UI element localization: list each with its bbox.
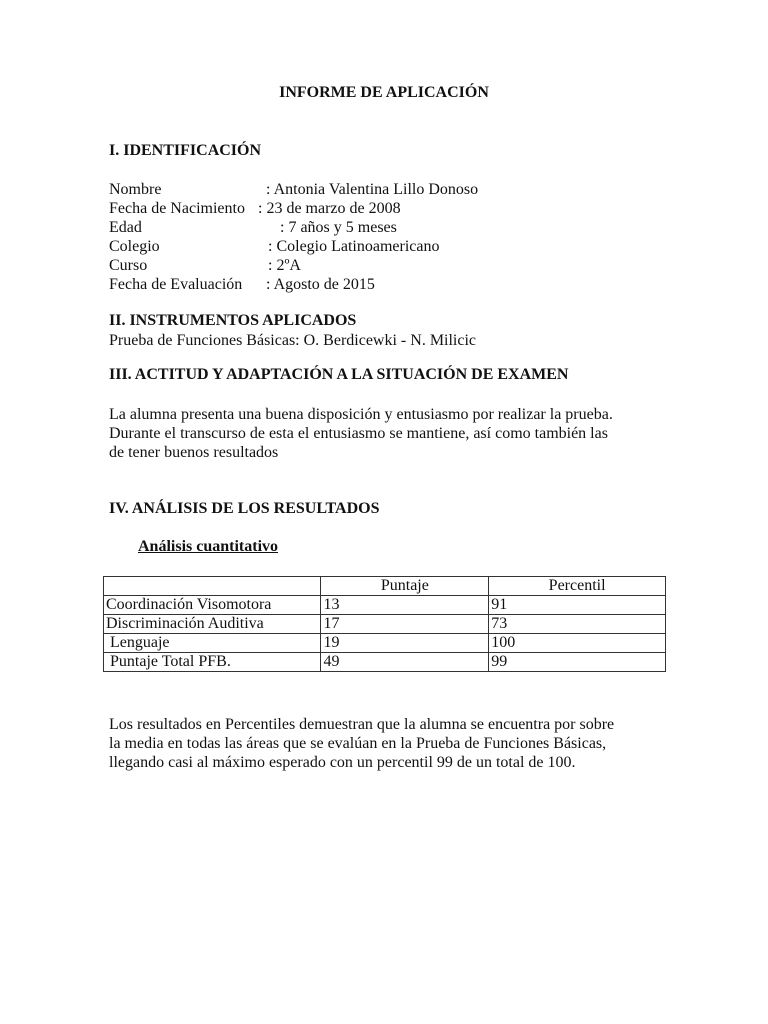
table-cell-percentile: 73 <box>489 615 666 634</box>
field-value-age: : 7 años y 5 meses <box>280 219 397 236</box>
table-cell-percentile: 99 <box>489 653 666 672</box>
table-header-cell: Puntaje <box>321 577 489 596</box>
table-header-cell <box>104 577 321 596</box>
quantitative-subheading: Análisis cuantitativo <box>138 538 279 555</box>
field-value-birthdate: : 23 de marzo de 2008 <box>258 200 401 217</box>
instruments-heading: II. INSTRUMENTOS APLICADOS <box>109 312 357 329</box>
table-header-cell: Percentil <box>489 577 666 596</box>
attitude-line: La alumna presenta una buena disposición y entusiasmo por realizar la prueba. <box>109 406 613 423</box>
field-value-evaluation-date: : Agosto de 2015 <box>266 276 375 293</box>
field-value-school: : Colegio Latinoamericano <box>268 238 440 255</box>
field-row-birthdate <box>109 199 669 218</box>
table-cell-area: Discriminación Auditiva <box>104 615 321 634</box>
attitude-heading: III. ACTITUD Y ADAPTACIÓN A LA SITUACIÓN DE EXAMEN <box>109 366 569 383</box>
table-cell-area: Puntaje Total PFB. <box>104 653 321 672</box>
conclusion-line: llegando casi al máximo esperado con un percentil 99 de un total de 100. <box>109 754 576 771</box>
attitude-line: de tener buenos resultados <box>109 444 279 461</box>
table-header-row <box>104 577 666 596</box>
table-cell-score: 17 <box>321 615 489 634</box>
document-title: INFORME DE APLICACIÓN <box>279 84 489 101</box>
field-value-name: : Antonia Valentina Lillo Donoso <box>266 181 479 198</box>
table-cell-score: 13 <box>321 596 489 615</box>
field-value-grade: : 2ºA <box>268 257 301 274</box>
identification-fields <box>109 180 669 294</box>
identification-heading: I. IDENTIFICACIÓN <box>109 142 262 159</box>
field-label-age: Edad <box>109 219 142 236</box>
field-row-age <box>109 218 669 237</box>
field-label-grade: Curso <box>109 257 148 274</box>
table-cell-percentile: 100 <box>489 634 666 653</box>
results-table <box>103 576 666 672</box>
field-row-grade <box>109 256 669 275</box>
table-cell-percentile: 91 <box>489 596 666 615</box>
field-row-school <box>109 237 669 256</box>
table-row <box>104 615 666 634</box>
attitude-paragraph <box>109 405 669 462</box>
table-cell-area: Lenguaje <box>104 634 321 653</box>
field-label-school: Colegio <box>109 238 160 255</box>
conclusion-paragraph <box>109 715 669 772</box>
conclusion-line: la media en todas las áreas que se evalúan en la Prueba de Funciones Básicas, <box>109 735 607 752</box>
table-row <box>104 653 666 672</box>
attitude-line: Durante el transcurso de esta el entusiasmo se mantiene, así como también las <box>109 425 608 442</box>
conclusion-line: Los resultados en Percentiles demuestran que la alumna se encuentra por sobre <box>109 716 615 733</box>
field-row-name <box>109 180 669 199</box>
field-label-evaluation-date: Fecha de Evaluación <box>109 276 243 293</box>
field-row-evaluation-date <box>109 275 669 294</box>
table-cell-area: Coordinación Visomotora <box>104 596 321 615</box>
analysis-heading: IV. ANÁLISIS DE LOS RESULTADOS <box>109 500 380 517</box>
instruments-text: Prueba de Funciones Básicas: O. Berdicewki - N. Milicic <box>109 332 477 349</box>
table-row <box>104 634 666 653</box>
field-label-birthdate: Fecha de Nacimiento <box>109 200 245 217</box>
field-label-name: Nombre <box>109 181 162 198</box>
table-cell-score: 49 <box>321 653 489 672</box>
table-cell-score: 19 <box>321 634 489 653</box>
table-row <box>104 596 666 615</box>
